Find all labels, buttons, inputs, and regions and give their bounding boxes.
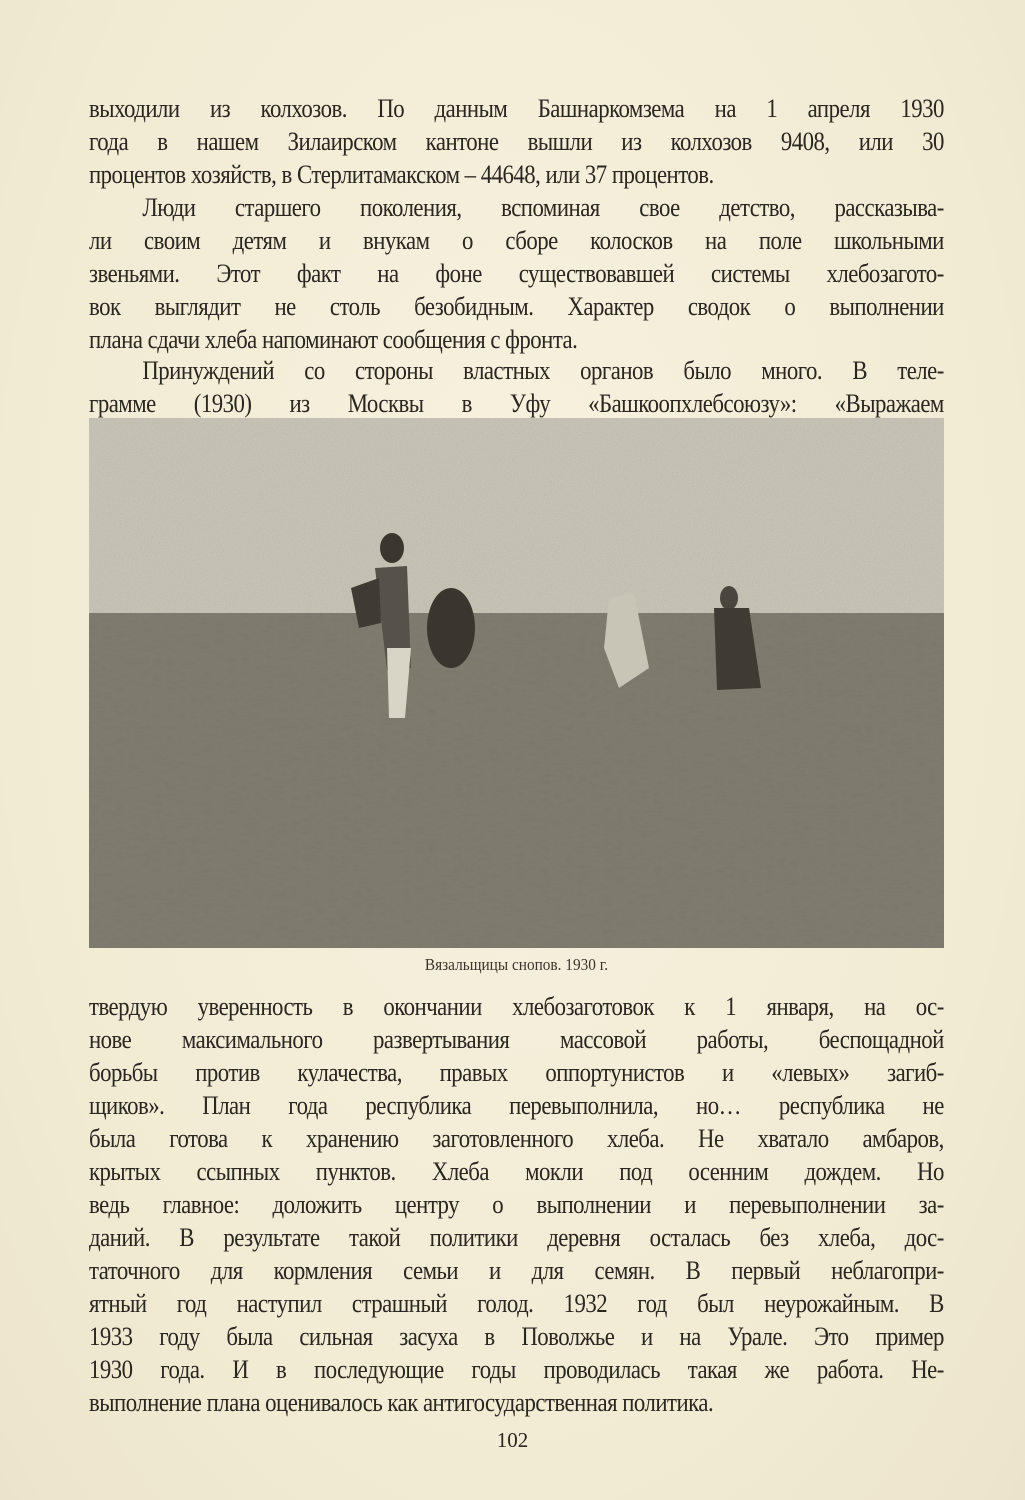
paragraph-2 [89,191,944,356]
text-line: твердую уверенность в окончании хлебозаготовок к 1 января, на ос- [89,991,944,1021]
text-line: нове максимального развертывания массовой работы, беспощадной [89,1024,944,1054]
photo-illustration [89,418,944,948]
text-line: крытых ссыпных пунктов. Хлеба мокли под осенним дождем. Но [89,1156,944,1186]
paragraph-3 [89,354,944,420]
page-number: 102 [496,1428,529,1452]
text-line: ли своим детям и внукам о сборе колосков на поле школьными [89,225,944,255]
text-line: борьбы против кулачества, правых оппортунистов и «левых» загиб- [89,1057,944,1087]
text-line: Люди старшего поколения, вспоминая свое детство, рассказыва- [142,192,944,222]
text-line: звеньями. Этот факт на фоне существовавшей системы хлебозагото- [89,258,944,288]
text-line: 1930 года. И в последующие годы проводилась такая же работа. Не- [89,1354,944,1384]
text-line: выходили из колхозов. По данным Башнаркомзема на 1 апреля 1930 [89,93,944,123]
paragraph-1 [89,92,944,191]
text-line: грамме (1930) из Москвы в Уфу «Башкоопхлебсоюзу»: «Выражаем [89,388,944,418]
text-line: ятный год наступил страшный голод. 1932 год был неурожайным. В [89,1288,944,1318]
text-line: была готова к хранению заготовленного хлеба. Не хватало амбаров, [89,1123,944,1153]
text-line: Принуждений со стороны властных органов было много. В теле- [142,355,944,385]
text-line: таточного для кормления семьи и для семян. В первый неблагопри- [89,1255,944,1285]
text-line: процентов хозяйств, в Стерлитамакском – 44648, или 37 процентов. [89,159,714,189]
photo-sheaf-binders [89,418,944,948]
text-line: выполнение плана оценивалось как антигосударственная политика. [89,1387,714,1417]
text-line: щиков». План года республика перевыполнила, но… республика не [89,1090,944,1120]
text-line: ведь главное: доложить центру о выполнении и перевыполнении за- [89,1189,944,1219]
figure-caption: Вязальщицы снопов. 1930 г. [424,955,609,974]
text-line: вок выглядит не столь безобидным. Характер сводок о выполнении [89,291,944,321]
paragraph-4 [89,990,944,1419]
text-line: даний. В результате такой политики деревня осталась без хлеба, дос- [89,1222,944,1252]
text-line: 1933 году была сильная засуха в Поволжье и на Урале. Это пример [89,1321,944,1351]
film-grain [89,418,944,948]
text-line: года в нашем Зилаирском кантоне вышли из колхозов 9408, или 30 [89,126,944,156]
text-line: плана сдачи хлеба напоминают сообщения с фронта. [89,324,578,354]
